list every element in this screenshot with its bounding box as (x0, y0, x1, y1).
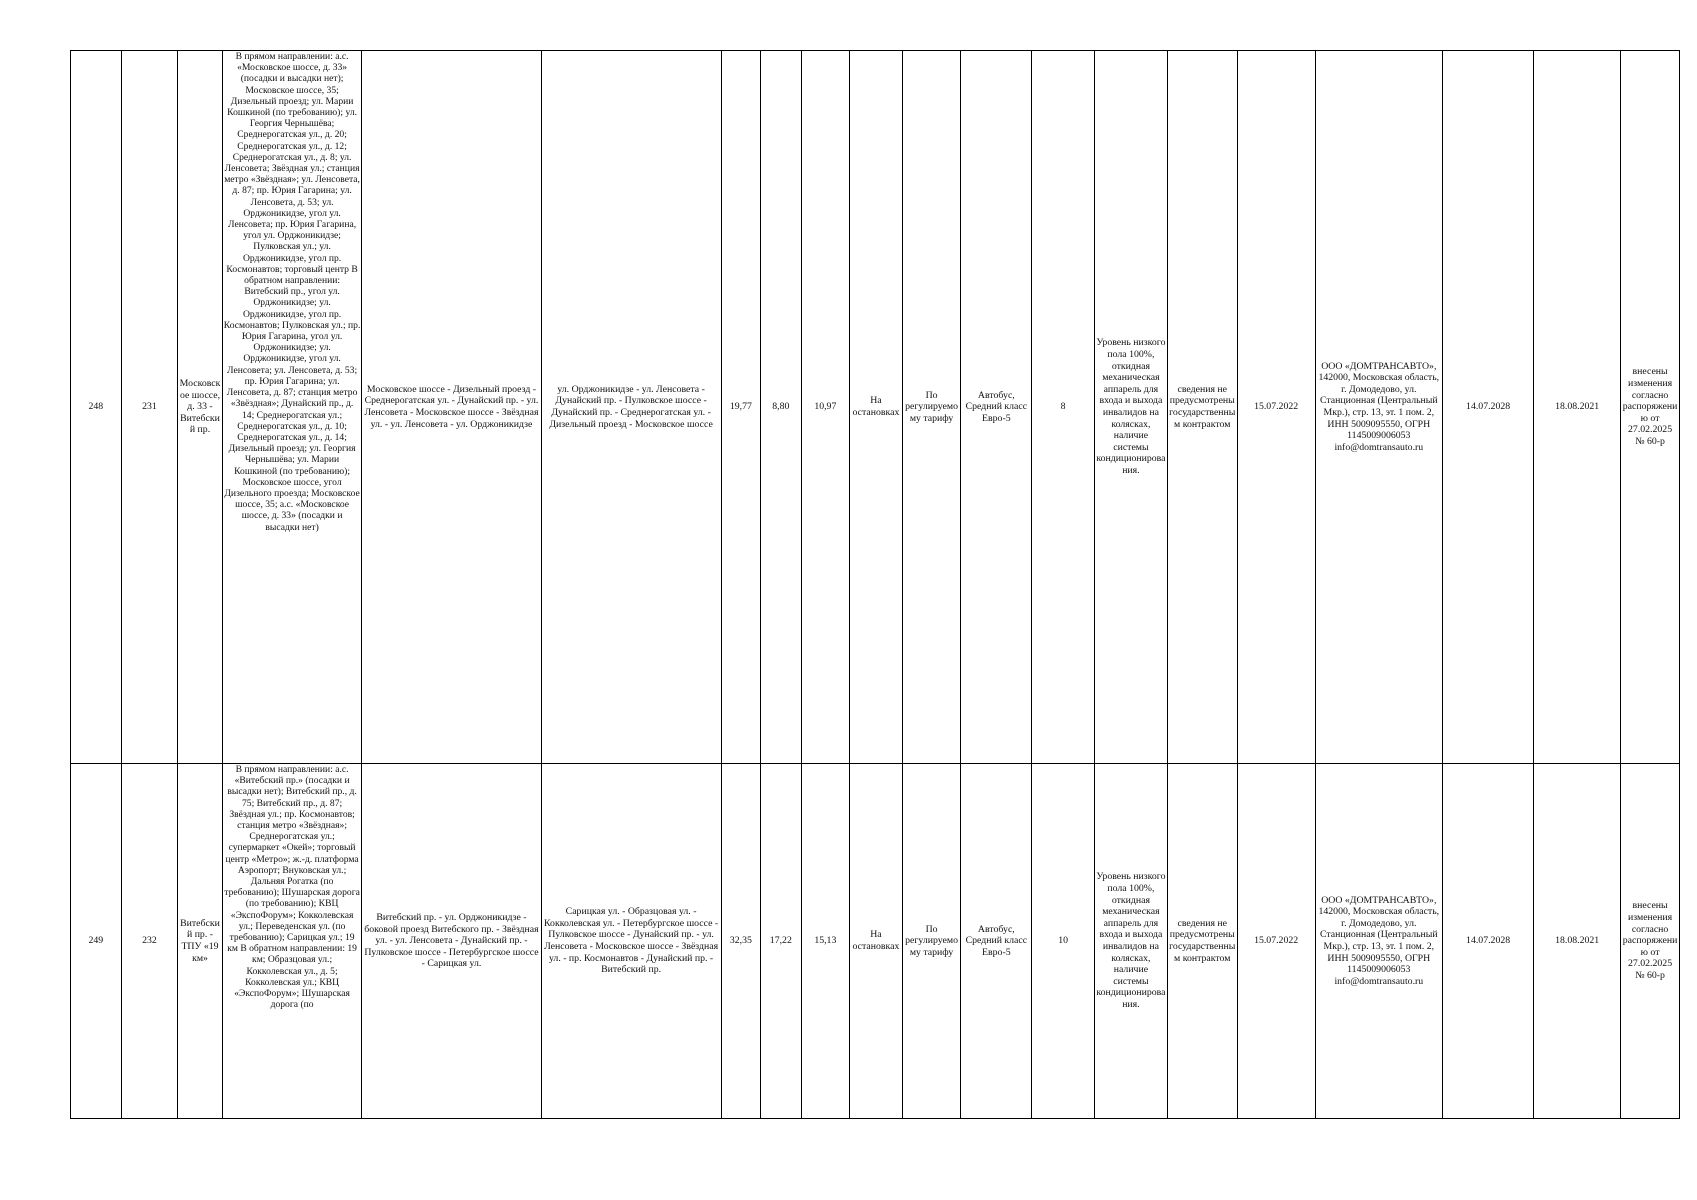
length-back-cell: 17,22 (761, 764, 801, 1119)
streets-back-cell: ул. Орджоникидзе - ул. Ленсовета - Дунайский пр. - Пулковское шоссе - Дунайский пр. - Среднерогатская ул. - Дизельный проезд - Московское шоссе (541, 51, 721, 764)
notes-cell: внесены изменения согласно распоряжению от 27.02.2025 № 60-р (1621, 51, 1680, 764)
table-row (71, 764, 1680, 1119)
boarding-cell: На остановках (850, 764, 903, 1119)
vehicle-count-cell: 8 (1032, 51, 1095, 764)
route-number-cell: 232 (121, 764, 178, 1119)
carrier-cell: ООО «ДОМТРАНСАВТО», 142000, Московская область, г. Домодедово, ул. Станционная (Центральный Мкр.), стр. 13, эт. 1 пом. 2, ИНН 5009095550, ОГРН 1145009006053 info@domtransauto.ru (1315, 764, 1443, 1119)
start-date-cell: 15.07.2022 (1237, 51, 1315, 764)
length-back-cell: 8,80 (761, 51, 801, 764)
stops-cell: В прямом направлении: а.с. «Московское шоссе, д. 33» (посадки и высадки нет); Московское шоссе, 35; Дизельный проезд; ул. Марии Кошкиной (по требованию); ул. Георгия Чернышёва; Среднерогатская ул., д. 20; Среднерогатская ул., д. 12; Среднерогатская ул., д. 8; ул. Ленсовета; Звёздная ул.; станция метро «Звёздная»; ул. Ленсовета, д. 87; пр. Юрия Гагарина; ул. Ленсовета, д. 53; ул. Орджоникидзе, угол ул. Ленсовета; пр. Юрия Гагарина, угол ул. Орджоникидзе; Пулковская ул.; ул. Орджоникидзе, угол пр. Космонавтов; торговый центр В обратном направлении: Витебский пр., угол ул. Орджоникидзе; ул. Орджоникидзе, угол пр. Космонавтов; Пулковская ул.; пр. Юрия Гагарина, угол ул. Орджоникидзе; ул. Орджоникидзе, угол ул. Ленсовета; ул. Ленсовета, д. 53; пр. Юрия Гагарина; ул. Ленсовета, д. 87; станция метро «Звёздная»; Дунайский пр., д. 14; Среднерогатская ул.; Среднерогатская ул., д. 10; Среднерогатская ул., д. 14; Дизельный проезд; ул. Георгия Чернышёва; ул. Марии Кошкиной (по требованию); Московское шоссе, угол Дизельного проезда; Московское шоссе, 35; а.с. «Московское шоссе, д. 33» (посадки и высадки нет) (222, 51, 362, 764)
route-name-cell: Витебский пр. - ТПУ «19 км» (178, 764, 223, 1119)
route-name-cell: Московское шоссе, д. 33 - Витебский пр. (178, 51, 223, 764)
boarding-cell: На остановках (850, 51, 903, 764)
reg-number-cell: 249 (71, 764, 122, 1119)
stops-cell: В прямом направлении: а.с. «Витебский пр.» (посадки и высадки нет); Витебский пр., д. 75; Витебский пр., д. 87; Звёздная ул.; пр. Космонавтов; станция метро «Звёздная»; Среднерогатская ул.; супермаркет «Окей»; торговый центр «Метро»; ж.-д. платформа Аэропорт; Внуковская ул.; Дальняя Рогатка (по требованию); Шушарская дорога (по требованию); КВЦ «ЭкспоФорум»; Кокколевская ул.; Переведенская ул. (по требованию); Сарицкая ул.; 19 км В обратном направлении: 19 км; Образцовая ул.; Кокколевская ул., д. 5; Кокколевская ул.; КВЦ «ЭкспоФорум»; Шушарская дорога (по (222, 764, 362, 1119)
streets-forward-cell: Витебский пр. - ул. Орджоникидзе - боковой проезд Витебского пр. - Звёздная ул. - ул. Ленсовета - Дунайский пр. - Пулковское шоссе - Петербургское шоссе - Сарицкая ул. (362, 764, 541, 1119)
route-registry-table (70, 50, 1680, 1119)
tariff-cell: По регулируемому тарифу (902, 51, 961, 764)
contract-cell: сведения не предусмотрены государственным контрактом (1167, 764, 1237, 1119)
vehicle-cell: Автобус, Средний класс Евро-5 (961, 51, 1032, 764)
change-date-cell: 18.08.2021 (1534, 764, 1621, 1119)
streets-forward-cell: Московское шоссе - Дизельный проезд - Среднерогатская ул. - Дунайский пр. - ул. Ленсовета - Московское шоссе - Звёздная ул. - ул. Ленсовета - ул. Орджоникидзе (362, 51, 541, 764)
notes-cell: внесены изменения согласно распоряжению от 27.02.2025 № 60-р (1621, 764, 1680, 1119)
tariff-cell: По регулируемому тарифу (902, 764, 961, 1119)
length-forward-cell: 19,77 (721, 51, 760, 764)
features-cell: Уровень низкого пола 100%, откидная механическая аппарель для входа и выхода инвалидов на колясках, наличие системы кондиционирования. (1094, 764, 1167, 1119)
end-date-cell: 14.07.2028 (1443, 51, 1534, 764)
contract-cell: сведения не предусмотрены государственным контрактом (1167, 51, 1237, 764)
reg-number-cell: 248 (71, 51, 122, 764)
vehicle-count-cell: 10 (1032, 764, 1095, 1119)
vehicle-cell: Автобус, Средний класс Евро-5 (961, 764, 1032, 1119)
table-row (71, 51, 1680, 764)
change-date-cell: 18.08.2021 (1534, 51, 1621, 764)
carrier-cell: ООО «ДОМТРАНСАВТО», 142000, Московская область, г. Домодедово, ул. Станционная (Центральный Мкр.), стр. 13, эт. 1 пом. 2, ИНН 5009095550, ОГРН 1145009006053 info@domtransauto.ru (1315, 51, 1443, 764)
route-number-cell: 231 (121, 51, 178, 764)
length-forward-cell: 32,35 (721, 764, 760, 1119)
streets-back-cell: Сарицкая ул. - Образцовая ул. - Кокколевская ул. - Петербургское шоссе - Пулковское шоссе - Дунайский пр. - ул. Ленсовета - Московское шоссе - Звёздная ул. - пр. Космонавтов - Дунайский пр. - Витебский пр. (541, 764, 721, 1119)
length-total-cell: 15,13 (801, 764, 850, 1119)
end-date-cell: 14.07.2028 (1443, 764, 1534, 1119)
length-total-cell: 10,97 (801, 51, 850, 764)
start-date-cell: 15.07.2022 (1237, 764, 1315, 1119)
features-cell: Уровень низкого пола 100%, откидная механическая аппарель для входа и выхода инвалидов на колясках, наличие системы кондиционирования. (1094, 51, 1167, 764)
